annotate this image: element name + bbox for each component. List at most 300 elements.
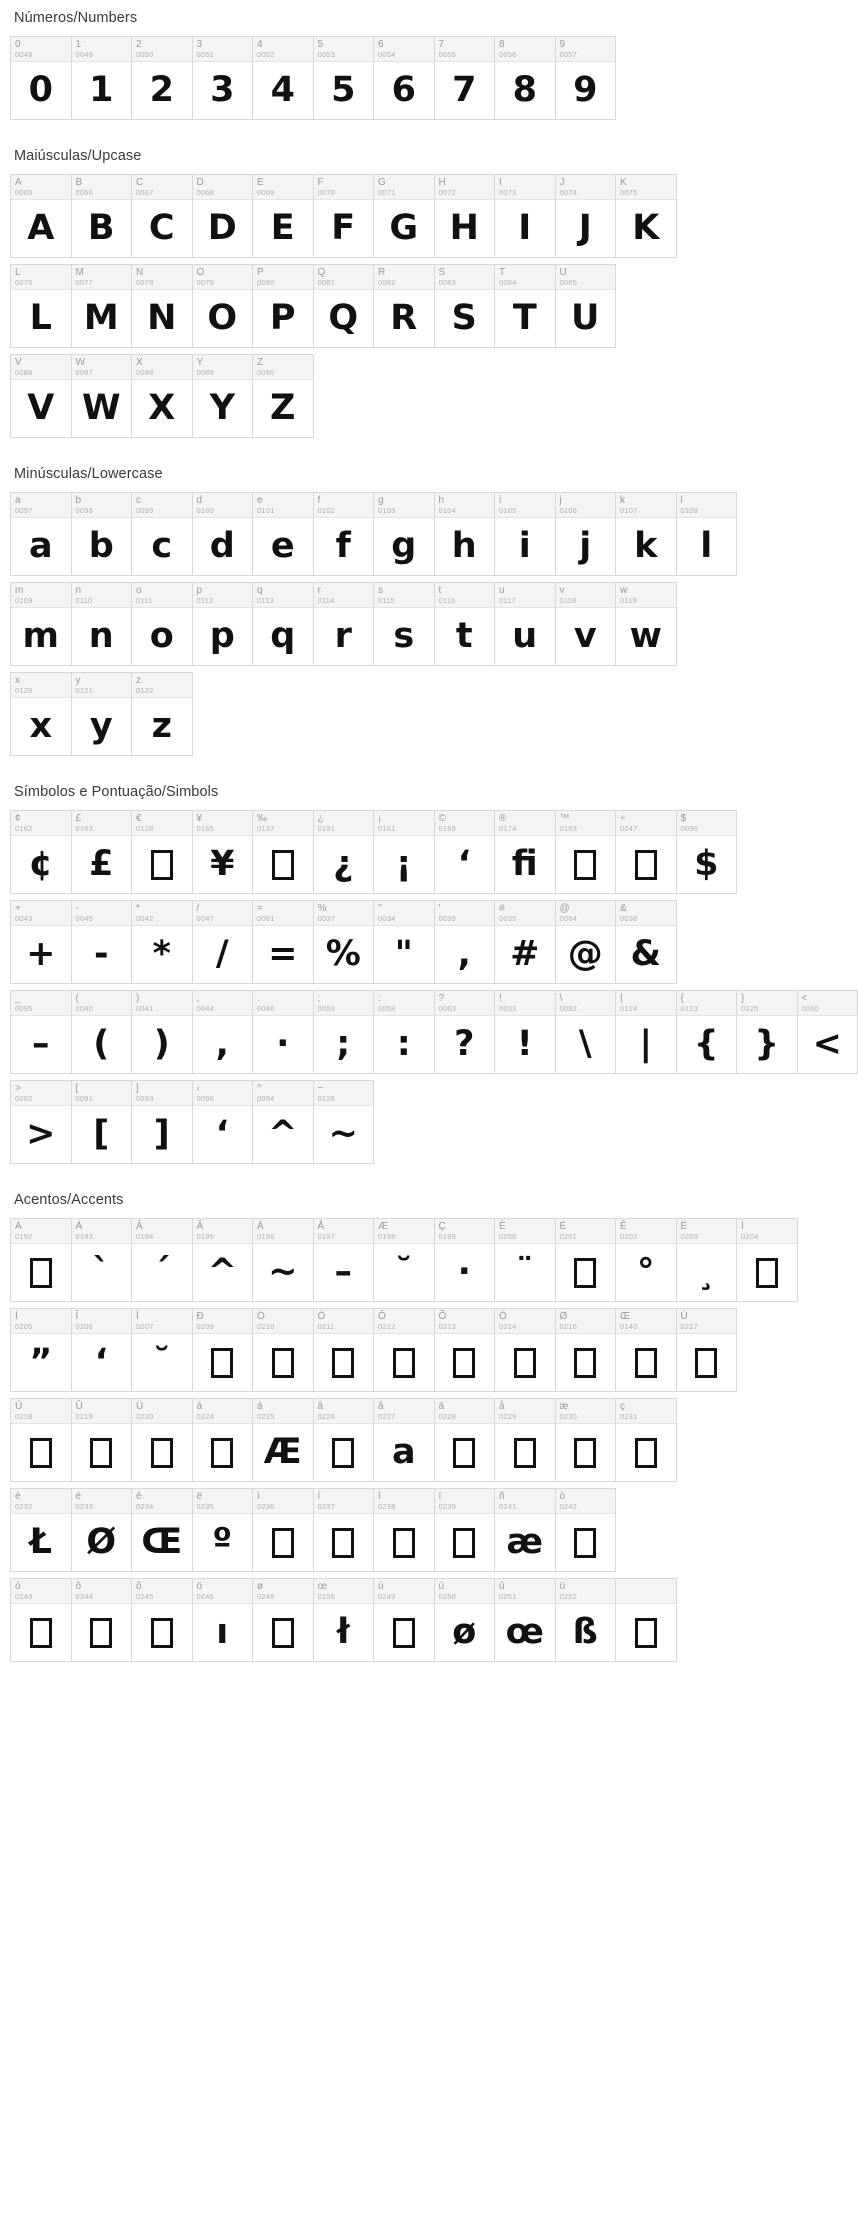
glyph-char-label: @ — [559, 903, 570, 914]
glyph-cell[interactable] — [677, 811, 738, 894]
glyph-cell[interactable] — [193, 37, 254, 120]
glyph-cell[interactable] — [253, 1081, 314, 1164]
glyph-cell[interactable] — [556, 583, 617, 666]
glyph-cell[interactable] — [314, 1219, 375, 1302]
glyph-cell[interactable] — [374, 583, 435, 666]
glyph-cell[interactable] — [132, 1399, 193, 1482]
glyph-cell[interactable] — [11, 493, 72, 576]
glyph-cell-header — [314, 493, 374, 518]
glyph-cell[interactable] — [435, 265, 496, 348]
glyph-char-label: > — [15, 1083, 21, 1094]
glyph-char-label: L — [15, 267, 21, 278]
glyph-cell[interactable] — [11, 1399, 72, 1482]
glyph-cell-header — [11, 583, 71, 608]
glyph-cell-header — [435, 901, 495, 926]
glyph-render: – — [32, 1024, 50, 1064]
glyph-code-label: 0056 — [499, 50, 517, 59]
glyph-cell[interactable] — [11, 1081, 72, 1164]
glyph-code-label: 0034 — [378, 914, 396, 923]
glyph-grid — [0, 36, 661, 126]
glyph-code-label: 0080 — [257, 278, 275, 287]
glyph-code-label: 0048 — [15, 50, 33, 59]
glyph-char-label: K — [620, 177, 627, 188]
glyph-code-label: 0239 — [438, 1502, 456, 1511]
glyph-char-label: õ — [136, 1581, 142, 1592]
glyph-cell[interactable] — [495, 583, 556, 666]
glyph-code-label: 0066 — [75, 188, 93, 197]
glyph-cell[interactable] — [11, 1309, 72, 1392]
glyph-cell[interactable] — [132, 901, 193, 984]
glyph-render: , — [457, 934, 471, 974]
glyph-char-label: Ú — [15, 1401, 23, 1412]
glyph-cell[interactable] — [374, 811, 435, 894]
glyph-cell[interactable] — [495, 991, 556, 1074]
glyph-cell[interactable] — [72, 1489, 133, 1572]
glyph-cell[interactable] — [556, 265, 617, 348]
glyph-cell[interactable] — [495, 1219, 556, 1302]
glyph-cell[interactable] — [72, 811, 133, 894]
glyph-cell[interactable] — [11, 355, 72, 438]
glyph-cell-header — [374, 37, 434, 62]
glyph-cell[interactable] — [495, 1309, 556, 1392]
glyph-code-label: 0243 — [15, 1592, 33, 1601]
glyph-cell[interactable] — [495, 1489, 556, 1572]
glyph-cell[interactable] — [11, 583, 72, 666]
glyph-char-label: } — [741, 993, 745, 1004]
glyph-char-label: ú — [438, 1581, 445, 1592]
glyph-cell[interactable] — [374, 1399, 435, 1482]
glyph-code-label: 0212 — [378, 1322, 396, 1331]
glyph-grid — [0, 810, 842, 1170]
glyph-cell[interactable] — [556, 175, 617, 258]
glyph-char-label: Z — [257, 357, 264, 368]
glyph-cell[interactable] — [11, 1489, 72, 1572]
glyph-cell[interactable] — [435, 583, 496, 666]
glyph-cell[interactable] — [616, 901, 677, 984]
glyph-code-label: 0125 — [741, 1004, 759, 1013]
glyph-code-label: 0099 — [136, 506, 154, 515]
glyph-cell[interactable] — [314, 37, 375, 120]
glyph-char-label: U — [559, 267, 567, 278]
glyph-cell[interactable] — [737, 991, 798, 1074]
glyph-cell-header — [11, 1219, 71, 1244]
glyph-cell[interactable] — [435, 175, 496, 258]
glyph-cell[interactable] — [374, 1579, 435, 1662]
notdef-box-icon — [574, 1258, 596, 1288]
glyph-render: @ — [567, 934, 603, 974]
glyph-code-label: 0163 — [75, 824, 93, 833]
glyph-cell[interactable] — [11, 1219, 72, 1302]
glyph-cell[interactable] — [193, 901, 254, 984]
glyph-cell[interactable] — [253, 901, 314, 984]
glyph-cell[interactable] — [616, 811, 677, 894]
glyph-code-label: 0116 — [438, 596, 456, 605]
glyph-cell[interactable] — [132, 583, 193, 666]
glyph-code-label: 0108 — [680, 506, 698, 515]
glyph-char-label: ê — [136, 1491, 142, 1502]
glyph-cell[interactable] — [374, 991, 435, 1074]
glyph-cell[interactable] — [374, 493, 435, 576]
glyph-char-label: $ — [680, 813, 687, 824]
glyph-cell[interactable] — [556, 37, 617, 120]
glyph-code-label: 0211 — [317, 1322, 335, 1331]
glyph-cell[interactable] — [11, 1579, 72, 1662]
glyph-cell-header — [193, 1081, 253, 1106]
glyph-cell[interactable] — [132, 1309, 193, 1392]
glyph-cell[interactable] — [193, 1399, 254, 1482]
glyph-cell[interactable] — [132, 673, 193, 756]
glyph-char-label: ñ — [499, 1491, 505, 1502]
glyph-cell[interactable] — [193, 1219, 254, 1302]
glyph-render: e — [270, 526, 295, 566]
glyph-char-label: æ — [559, 1401, 569, 1412]
glyph-cell[interactable] — [556, 1489, 617, 1572]
glyph-cell[interactable] — [11, 991, 72, 1074]
glyph-char-label: Í — [15, 1311, 18, 1322]
glyph-cell[interactable] — [253, 991, 314, 1074]
glyph-cell[interactable] — [435, 1309, 496, 1392]
glyph-render: R — [390, 298, 418, 338]
glyph-row — [10, 1398, 677, 1482]
glyph-cell[interactable] — [616, 1309, 677, 1392]
glyph-render: } — [754, 1024, 780, 1064]
glyph-cell-header — [72, 811, 132, 836]
glyph-render: Y — [209, 388, 235, 428]
glyph-cell-header — [374, 583, 434, 608]
glyph-render — [556, 1514, 616, 1571]
glyph-cell[interactable] — [193, 175, 254, 258]
notdef-box-icon — [453, 1348, 475, 1378]
glyph-render: 8 — [512, 70, 537, 110]
glyph-cell[interactable] — [132, 1489, 193, 1572]
glyph-cell[interactable] — [495, 175, 556, 258]
glyph-cell[interactable] — [253, 1219, 314, 1302]
glyph-cell[interactable] — [616, 1579, 677, 1662]
glyph-cell[interactable] — [193, 583, 254, 666]
glyph-row — [10, 810, 737, 894]
notdef-box-icon — [514, 1438, 536, 1468]
glyph-cell[interactable] — [11, 673, 72, 756]
glyph-char-label: è — [15, 1491, 21, 1502]
glyph-cell[interactable] — [556, 493, 617, 576]
glyph-cell-header — [253, 1489, 313, 1514]
glyph-cell[interactable] — [132, 811, 193, 894]
glyph-cell[interactable] — [556, 811, 617, 894]
glyph-cell[interactable] — [253, 1489, 314, 1572]
glyph-cell-header — [616, 583, 676, 608]
glyph-render — [193, 1424, 253, 1481]
glyph-code-label: 0198 — [378, 1232, 396, 1241]
glyph-cell[interactable] — [556, 901, 617, 984]
notdef-box-icon — [514, 1348, 536, 1378]
glyph-cell[interactable] — [677, 1309, 738, 1392]
glyph-cell[interactable] — [193, 265, 254, 348]
glyph-cell[interactable] — [435, 901, 496, 984]
glyph-cell[interactable] — [72, 175, 133, 258]
glyph-cell[interactable] — [253, 175, 314, 258]
glyph-cell[interactable] — [11, 901, 72, 984]
glyph-cell[interactable] — [495, 811, 556, 894]
glyph-cell[interactable] — [253, 493, 314, 576]
glyph-cell[interactable] — [72, 1399, 133, 1482]
glyph-cell[interactable] — [556, 1219, 617, 1302]
glyph-char-label: x — [15, 675, 20, 686]
glyph-code-label: 0086 — [15, 368, 33, 377]
glyph-cell[interactable] — [435, 1489, 496, 1572]
glyph-cell[interactable] — [616, 1219, 677, 1302]
glyph-cell[interactable] — [314, 493, 375, 576]
glyph-cell[interactable] — [314, 1309, 375, 1392]
glyph-code-label: 0088 — [136, 368, 154, 377]
glyph-cell[interactable] — [72, 265, 133, 348]
glyph-char-label: \ — [559, 993, 563, 1004]
glyph-cell[interactable] — [314, 175, 375, 258]
glyph-cell[interactable] — [556, 1309, 617, 1392]
glyph-cell[interactable] — [253, 583, 314, 666]
glyph-cell[interactable] — [435, 1219, 496, 1302]
glyph-cell-header — [556, 1219, 616, 1244]
glyph-cell[interactable] — [132, 37, 193, 120]
glyph-cell[interactable] — [616, 991, 677, 1074]
glyph-cell[interactable] — [253, 811, 314, 894]
glyph-cell[interactable] — [556, 1399, 617, 1482]
glyph-cell[interactable] — [193, 1489, 254, 1572]
glyph-cell[interactable] — [314, 1081, 375, 1164]
glyph-cell[interactable] — [193, 991, 254, 1074]
glyph-cell[interactable] — [253, 1579, 314, 1662]
glyph-cell[interactable] — [798, 991, 858, 1074]
glyph-render — [616, 1424, 676, 1481]
glyph-cell[interactable] — [435, 1399, 496, 1482]
glyph-cell[interactable] — [72, 493, 133, 576]
glyph-render: ~ — [268, 1252, 298, 1292]
glyph-cell[interactable] — [72, 1309, 133, 1392]
glyph-cell[interactable] — [495, 1399, 556, 1482]
glyph-cell[interactable] — [132, 493, 193, 576]
glyph-cell[interactable] — [314, 991, 375, 1074]
glyph-cell-header — [132, 1579, 192, 1604]
glyph-cell[interactable] — [677, 991, 738, 1074]
glyph-code-label: 0069 — [257, 188, 275, 197]
glyph-render: 0 — [28, 70, 53, 110]
glyph-cell[interactable] — [616, 175, 677, 258]
glyph-render: º — [212, 1522, 233, 1562]
glyph-render — [374, 1334, 434, 1391]
glyph-section — [0, 1182, 759, 1668]
glyph-cell[interactable] — [11, 811, 72, 894]
glyph-render — [72, 1424, 132, 1481]
glyph-char-label: Å — [317, 1221, 325, 1232]
glyph-render: { — [693, 1024, 719, 1064]
glyph-cell[interactable] — [556, 991, 617, 1074]
glyph-cell[interactable] — [72, 1081, 133, 1164]
glyph-cell[interactable] — [132, 1219, 193, 1302]
glyph-code-label: 0128 — [136, 824, 154, 833]
glyph-cell[interactable] — [72, 583, 133, 666]
glyph-char-label: ø — [257, 1581, 264, 1592]
notdef-box-icon — [90, 1618, 112, 1648]
glyph-cell[interactable] — [132, 175, 193, 258]
glyph-cell[interactable] — [253, 37, 314, 120]
glyph-cell[interactable] — [253, 355, 314, 438]
glyph-code-label: 0106 — [559, 506, 577, 515]
glyph-render: 4 — [270, 70, 295, 110]
glyph-cell[interactable] — [495, 493, 556, 576]
glyph-char-label: i — [499, 495, 502, 506]
glyph-cell[interactable] — [72, 901, 133, 984]
glyph-cell[interactable] — [132, 1081, 193, 1164]
glyph-char-label: 9 — [559, 39, 566, 50]
glyph-cell[interactable] — [72, 355, 133, 438]
glyph-render: u — [512, 616, 538, 656]
glyph-cell[interactable] — [72, 1579, 133, 1662]
glyph-cell-header — [253, 991, 313, 1016]
glyph-cell[interactable] — [737, 1219, 798, 1302]
glyph-code-label: 0218 — [15, 1412, 33, 1421]
glyph-code-label: 0081 — [317, 278, 335, 287]
glyph-render: £ — [89, 844, 114, 884]
glyph-row — [10, 264, 616, 348]
glyph-cell-header — [193, 991, 253, 1016]
glyph-cell[interactable] — [374, 37, 435, 120]
glyph-cell[interactable] — [11, 37, 72, 120]
glyph-cell[interactable] — [495, 1579, 556, 1662]
glyph-cell[interactable] — [193, 1579, 254, 1662]
glyph-char-label: Ã — [196, 1221, 204, 1232]
glyph-code-label: 0049 — [75, 50, 93, 59]
notdef-box-icon — [272, 1348, 294, 1378]
glyph-cell[interactable] — [435, 1579, 496, 1662]
glyph-cell[interactable] — [314, 1579, 375, 1662]
glyph-code-label: 0039 — [438, 914, 456, 923]
glyph-char-label: 8 — [499, 39, 505, 50]
glyph-cell[interactable] — [253, 265, 314, 348]
glyph-render: ı — [216, 1612, 229, 1652]
glyph-cell[interactable] — [132, 991, 193, 1074]
glyph-cell[interactable] — [677, 493, 738, 576]
glyph-cell[interactable] — [374, 1309, 435, 1392]
glyph-cell[interactable] — [314, 1489, 375, 1572]
glyph-char-label: ò — [559, 1491, 566, 1502]
glyph-cell-header — [616, 811, 676, 836]
glyph-cell[interactable] — [193, 1081, 254, 1164]
glyph-cell[interactable] — [374, 265, 435, 348]
glyph-cell[interactable] — [132, 1579, 193, 1662]
glyph-cell[interactable] — [314, 1399, 375, 1482]
glyph-code-label: 0050 — [136, 50, 154, 59]
section-title: Maiúsculas/Upcase — [14, 148, 142, 164]
glyph-code-label: 0153 — [559, 824, 577, 833]
glyph-render: ) — [153, 1024, 170, 1064]
glyph-cell[interactable] — [495, 37, 556, 120]
glyph-cell[interactable] — [11, 175, 72, 258]
glyph-cell-header — [616, 493, 676, 518]
glyph-cell[interactable] — [616, 1399, 677, 1482]
glyph-char-label: ç — [620, 1401, 625, 1412]
glyph-cell[interactable] — [435, 811, 496, 894]
glyph-cell[interactable] — [435, 493, 496, 576]
glyph-cell[interactable] — [616, 493, 677, 576]
glyph-code-label: 0076 — [15, 278, 33, 287]
glyph-char-label: F — [317, 177, 324, 188]
notdef-box-icon — [453, 1438, 475, 1468]
glyph-code-label: 0202 — [620, 1232, 638, 1241]
glyph-char-label: Y — [196, 357, 204, 368]
glyph-cell[interactable] — [495, 265, 556, 348]
glyph-cell[interactable] — [193, 811, 254, 894]
glyph-char-label: 6 — [378, 39, 384, 50]
glyph-cell-header — [556, 265, 616, 290]
glyph-render — [495, 1334, 555, 1391]
glyph-row — [10, 174, 677, 258]
glyph-code-label: 0114 — [317, 596, 335, 605]
glyph-code-label: 0102 — [317, 506, 335, 515]
glyph-char-label: ü — [559, 1581, 566, 1592]
glyph-cell[interactable] — [72, 1219, 133, 1302]
section-title: Minúsculas/Lowercase — [14, 466, 163, 482]
glyph-cell[interactable] — [556, 1579, 617, 1662]
glyph-char-label: z — [136, 675, 141, 686]
glyph-char-label: ? — [438, 993, 445, 1004]
glyph-code-label: 0234 — [136, 1502, 154, 1511]
glyph-cell[interactable] — [193, 1309, 254, 1392]
glyph-code-label: 0213 — [438, 1322, 456, 1331]
glyph-cell-header — [193, 583, 253, 608]
glyph-cell[interactable] — [616, 583, 677, 666]
notdef-box-icon — [211, 1438, 233, 1468]
glyph-cell[interactable] — [132, 355, 193, 438]
glyph-cell[interactable] — [132, 265, 193, 348]
glyph-cell-header — [314, 901, 374, 926]
glyph-code-label: 0169 — [438, 824, 456, 833]
glyph-cell[interactable] — [677, 1219, 738, 1302]
glyph-cell[interactable] — [435, 991, 496, 1074]
glyph-cell-header — [132, 901, 192, 926]
glyph-cell[interactable] — [374, 901, 435, 984]
glyph-code-label: 0101 — [257, 506, 275, 515]
glyph-code-label: 0054 — [378, 50, 396, 59]
glyph-cell[interactable] — [193, 355, 254, 438]
glyph-cell[interactable] — [495, 901, 556, 984]
glyph-render — [314, 1334, 374, 1391]
glyph-cell[interactable] — [314, 811, 375, 894]
glyph-cell[interactable] — [72, 37, 133, 120]
glyph-render: 9 — [573, 70, 598, 110]
glyph-code-label: 0200 — [499, 1232, 517, 1241]
glyph-cell[interactable] — [314, 583, 375, 666]
glyph-cell[interactable] — [374, 1489, 435, 1572]
glyph-cell[interactable] — [72, 673, 133, 756]
glyph-section — [0, 0, 661, 126]
glyph-cell[interactable] — [193, 493, 254, 576]
glyph-cell[interactable] — [72, 991, 133, 1074]
glyph-char-label: D — [196, 177, 204, 188]
glyph-cell[interactable] — [253, 1309, 314, 1392]
glyph-cell[interactable] — [314, 901, 375, 984]
glyph-cell-header — [253, 265, 313, 290]
glyph-cell-header — [11, 1399, 71, 1424]
glyph-cell[interactable] — [314, 265, 375, 348]
glyph-cell[interactable] — [435, 37, 496, 120]
glyph-cell[interactable] — [253, 1399, 314, 1482]
glyph-render: g — [391, 526, 417, 566]
glyph-cell-header — [72, 1399, 132, 1424]
glyph-cell-header — [435, 1219, 495, 1244]
glyph-cell[interactable] — [374, 175, 435, 258]
glyph-char-label: á — [257, 1401, 263, 1412]
glyph-cell[interactable] — [11, 265, 72, 348]
glyph-cell[interactable] — [374, 1219, 435, 1302]
